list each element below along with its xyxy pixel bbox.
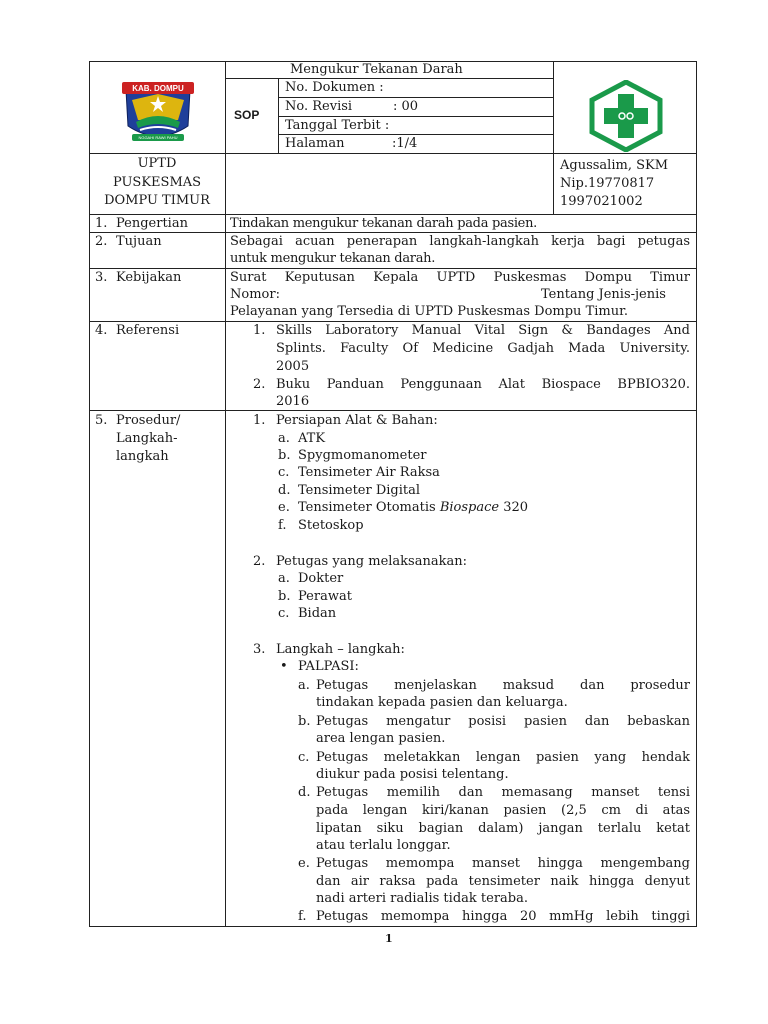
- prosedur-label-3: langkah: [116, 449, 169, 464]
- referensi-1-line-1: Skills Laboratory Manual Vital Sign & Bandages And: [276, 323, 690, 338]
- org-line-2: PUSKESMAS: [112, 175, 202, 190]
- equipment-item: Tensimeter Digital: [298, 483, 421, 498]
- header-hline-title: [225, 78, 554, 79]
- step-2-number: 2.: [253, 554, 266, 569]
- procedure-step-line: nadi arteri radialis tidak teraba.: [316, 891, 528, 906]
- tujuan-label: Tujuan: [116, 234, 162, 249]
- org-line-1: UPTD: [137, 156, 177, 171]
- step-2-title: Petugas yang melaksanakan:: [276, 554, 467, 569]
- procedure-step-line: area lengan pasien.: [316, 731, 446, 746]
- signer-name: Agussalim, SKM: [560, 158, 669, 173]
- equipment-item: [298, 499, 528, 517]
- equipment-marker: b.: [278, 448, 291, 463]
- table-border-bottom: [89, 926, 697, 927]
- document-title: Mengukur Tekanan Darah: [290, 62, 463, 77]
- header-divider-1: [225, 61, 226, 214]
- equipment-item: Tensimeter Air Raksa: [298, 465, 440, 480]
- pengertian-text: Tindakan mengukur tekanan darah pada pasien.: [230, 216, 537, 231]
- personnel-item: Perawat: [298, 589, 352, 604]
- procedure-step-line: Petugas memompa hingga 20 mmHg lebih tinggi: [316, 909, 690, 924]
- kebijakan-line-3: Pelayanan yang Tersedia di UPTD Puskesmas Dompu Timur.: [230, 304, 629, 319]
- equipment-item-brand: Biospace: [439, 500, 500, 515]
- logo-motto-text: NGGAHI RAWI PAHU: [138, 135, 178, 140]
- procedure-step-line: dan air raksa pada tensimeter naik hingga denyut: [316, 874, 690, 889]
- table-border-right: [696, 61, 697, 927]
- personnel-item: Dokter: [298, 571, 344, 586]
- header-hline-3: [278, 134, 554, 135]
- page-number: 1: [385, 932, 393, 945]
- no-revisi: No. Revisi: [285, 99, 353, 114]
- equipment-item-model: 320: [499, 500, 529, 515]
- step-1-title: Persiapan Alat & Bahan:: [276, 413, 438, 428]
- personnel-marker: c.: [278, 606, 290, 621]
- equipment-marker: f.: [278, 518, 287, 533]
- referensi-2-line-2: 2016: [276, 394, 310, 409]
- prosedur-number: 5.: [95, 413, 108, 428]
- sop-label: SOP: [234, 108, 260, 122]
- referensi-label: Referensi: [116, 323, 180, 338]
- equipment-item-text: Tensimeter Otomatis: [298, 500, 440, 515]
- no-revisi-value: : 00: [393, 99, 419, 114]
- logo-banner-text: KAB. DOMPU: [132, 84, 184, 93]
- no-dokumen: No. Dokumen :: [285, 80, 384, 95]
- equipment-marker: d.: [278, 483, 291, 498]
- kebijakan-line-1: Surat Keputusan Kepala UPTD Puskesmas Dompu Timur: [230, 270, 690, 285]
- procedure-step-line: Petugas memilih dan memasang manset tensi: [316, 785, 690, 800]
- kebijakan-nomor: Nomor:: [230, 287, 280, 302]
- referensi-2-number: 2.: [253, 377, 266, 392]
- signer-nip-1: Nip.19770817: [560, 176, 655, 191]
- procedure-step-marker: a.: [298, 678, 310, 693]
- procedure-step-marker: c.: [298, 750, 310, 765]
- row-sep-4: [89, 410, 697, 411]
- procedure-step-line: lipatan siku bagian dalam) jangan terlalu ketat: [316, 821, 690, 836]
- palpasi-bullet: •: [280, 659, 288, 674]
- procedure-step-marker: e.: [298, 856, 310, 871]
- procedure-step-line: Petugas meletakkan lengan pasien yang hendak: [316, 750, 690, 765]
- halaman-value: :1/4: [392, 136, 418, 151]
- equipment-marker: e.: [278, 500, 290, 515]
- personnel-marker: a.: [278, 571, 290, 586]
- step-3-number: 3.: [253, 642, 266, 657]
- header-divider-3: [553, 61, 554, 214]
- referensi-1-line-3: 2005: [276, 359, 310, 374]
- equipment-item: Spygmomanometer: [298, 448, 427, 463]
- personnel-item: Bidan: [298, 606, 337, 621]
- equipment-item: Stetoskop: [298, 518, 364, 533]
- referensi-1-number: 1.: [253, 323, 266, 338]
- halaman: Halaman: [285, 136, 345, 151]
- kebijakan-label: Kebijakan: [116, 270, 182, 285]
- procedure-step-marker: b.: [298, 714, 311, 729]
- equipment-item: ATK: [298, 431, 326, 446]
- puskesmas-logo: [588, 80, 664, 152]
- personnel-marker: b.: [278, 589, 291, 604]
- header-hline-2: [278, 116, 554, 117]
- kebijakan-tentang: Tentang Jenis-jenis: [541, 287, 666, 302]
- pengertian-number: 1.: [95, 216, 108, 231]
- header-hline-1: [278, 97, 554, 98]
- tujuan-line-2: untuk mengukur tekanan darah.: [230, 251, 436, 266]
- procedure-step-line: Petugas memompa manset hingga mengembang: [316, 856, 690, 871]
- palpasi-heading: PALPASI:: [298, 659, 359, 674]
- referensi-2-line-1: Buku Panduan Penggunaan Alat Biospace BPBIO320.: [276, 377, 690, 392]
- kebijakan-number: 3.: [95, 270, 108, 285]
- step-3-title: Langkah – langkah:: [276, 642, 405, 657]
- tujuan-line-1: Sebagai acuan penerapan langkah-langkah kerja bagi petugas: [230, 234, 690, 249]
- header-hline-4: [89, 153, 697, 154]
- procedure-step-line: tindakan kepada pasien dan keluarga.: [316, 695, 568, 710]
- prosedur-label-1: Prosedur/: [116, 413, 181, 428]
- prosedur-label-2: Langkah-: [116, 431, 178, 446]
- procedure-step-marker: d.: [298, 785, 311, 800]
- procedure-step-line: pada lengan kiri/kanan pasien (2,5 cm di atas: [316, 803, 690, 818]
- procedure-step-line: Petugas mengatur posisi pasien dan bebaskan: [316, 714, 690, 729]
- tanggal-terbit: Tanggal Terbit :: [285, 118, 390, 133]
- signer-nip-2: 1997021002: [560, 194, 643, 209]
- referensi-number: 4.: [95, 323, 108, 338]
- org-line-3: DOMPU TIMUR: [104, 193, 210, 208]
- procedure-step-line: Petugas menjelaskan maksud dan prosedur: [316, 678, 690, 693]
- referensi-1-line-2: Splints. Faculty Of Medicine Gadjah Mada University.: [276, 341, 690, 356]
- equipment-marker: a.: [278, 431, 290, 446]
- tujuan-number: 2.: [95, 234, 108, 249]
- procedure-step-marker: f.: [298, 909, 307, 924]
- pengertian-label: Pengertian: [116, 216, 188, 231]
- procedure-step-line: diukur pada posisi telentang.: [316, 767, 509, 782]
- step-1-number: 1.: [253, 413, 266, 428]
- equipment-marker: c.: [278, 465, 290, 480]
- procedure-step-line: atau terlalu longgar.: [316, 838, 451, 853]
